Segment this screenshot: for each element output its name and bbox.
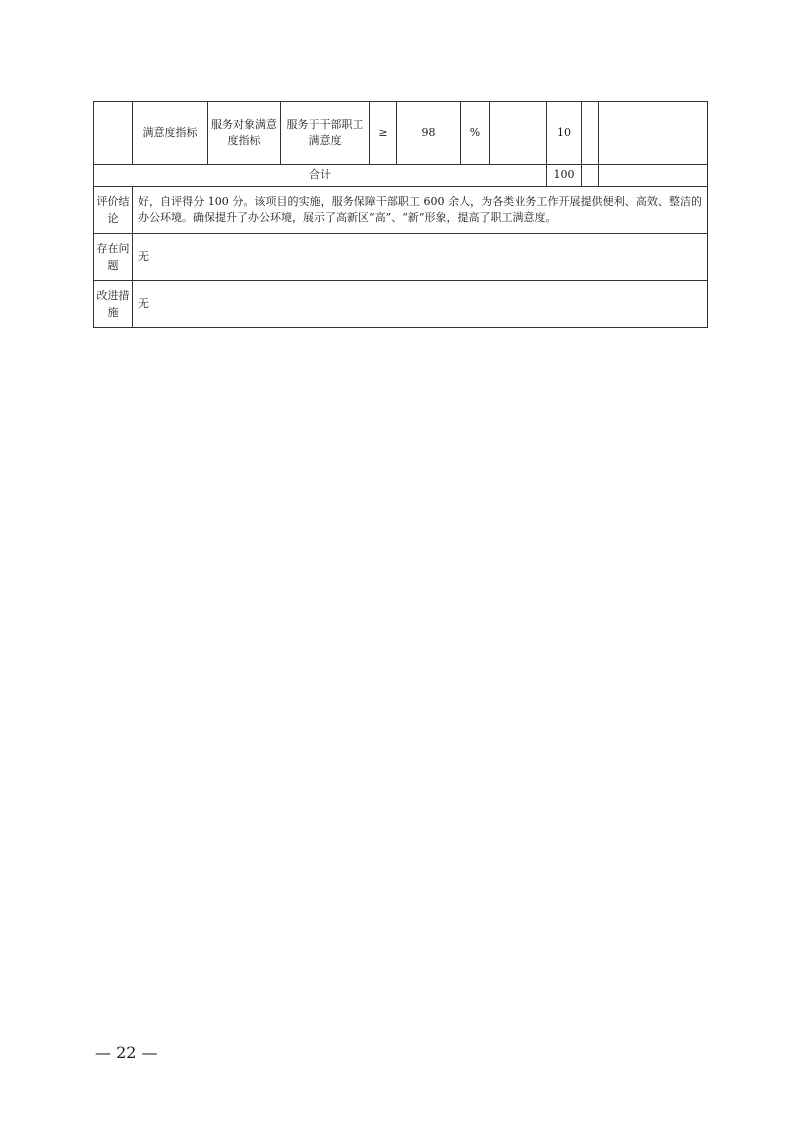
issues-label: 存在问题 [94, 234, 133, 281]
total-label: 合计 [94, 165, 547, 187]
remark-cell [599, 102, 708, 165]
indicator-content-cell: 服务于干部职工满意度 [281, 102, 370, 165]
tertiary-indicator-cell: 服务对象满意度指标 [208, 102, 281, 165]
performance-table [93, 101, 708, 328]
issues-text: 无 [133, 234, 708, 281]
improvements-label: 改进措施 [94, 281, 133, 328]
conclusion-row [94, 187, 708, 234]
secondary-indicator-cell: 满意度指标 [133, 102, 208, 165]
operator-cell: ≥ [370, 102, 397, 165]
page-number: — 22 — [95, 1043, 158, 1062]
weight-cell: 10 [547, 102, 582, 165]
total-score: 100 [547, 165, 582, 187]
target-value-cell: 98 [397, 102, 461, 165]
improvements-text: 无 [133, 281, 708, 328]
total-empty-cell [582, 165, 599, 187]
total-row [94, 165, 708, 187]
total-remark-cell [599, 165, 708, 187]
primary-indicator-cell [94, 102, 133, 165]
conclusion-text: 好，自评得分 100 分。该项目的实施，服务保障干部职工 600 余人，为各类业务工作开展提供便利、高效、整洁的办公环境。确保提升了办公环境，展示了高新区“高”、“新”形象，提高了职工满意度。 [133, 187, 708, 234]
improvements-row [94, 281, 708, 328]
issues-row [94, 234, 708, 281]
conclusion-label: 评价结论 [94, 187, 133, 234]
unit-cell: % [461, 102, 490, 165]
actual-value-cell [490, 102, 547, 165]
table-row [94, 102, 708, 165]
score-cell [582, 102, 599, 165]
